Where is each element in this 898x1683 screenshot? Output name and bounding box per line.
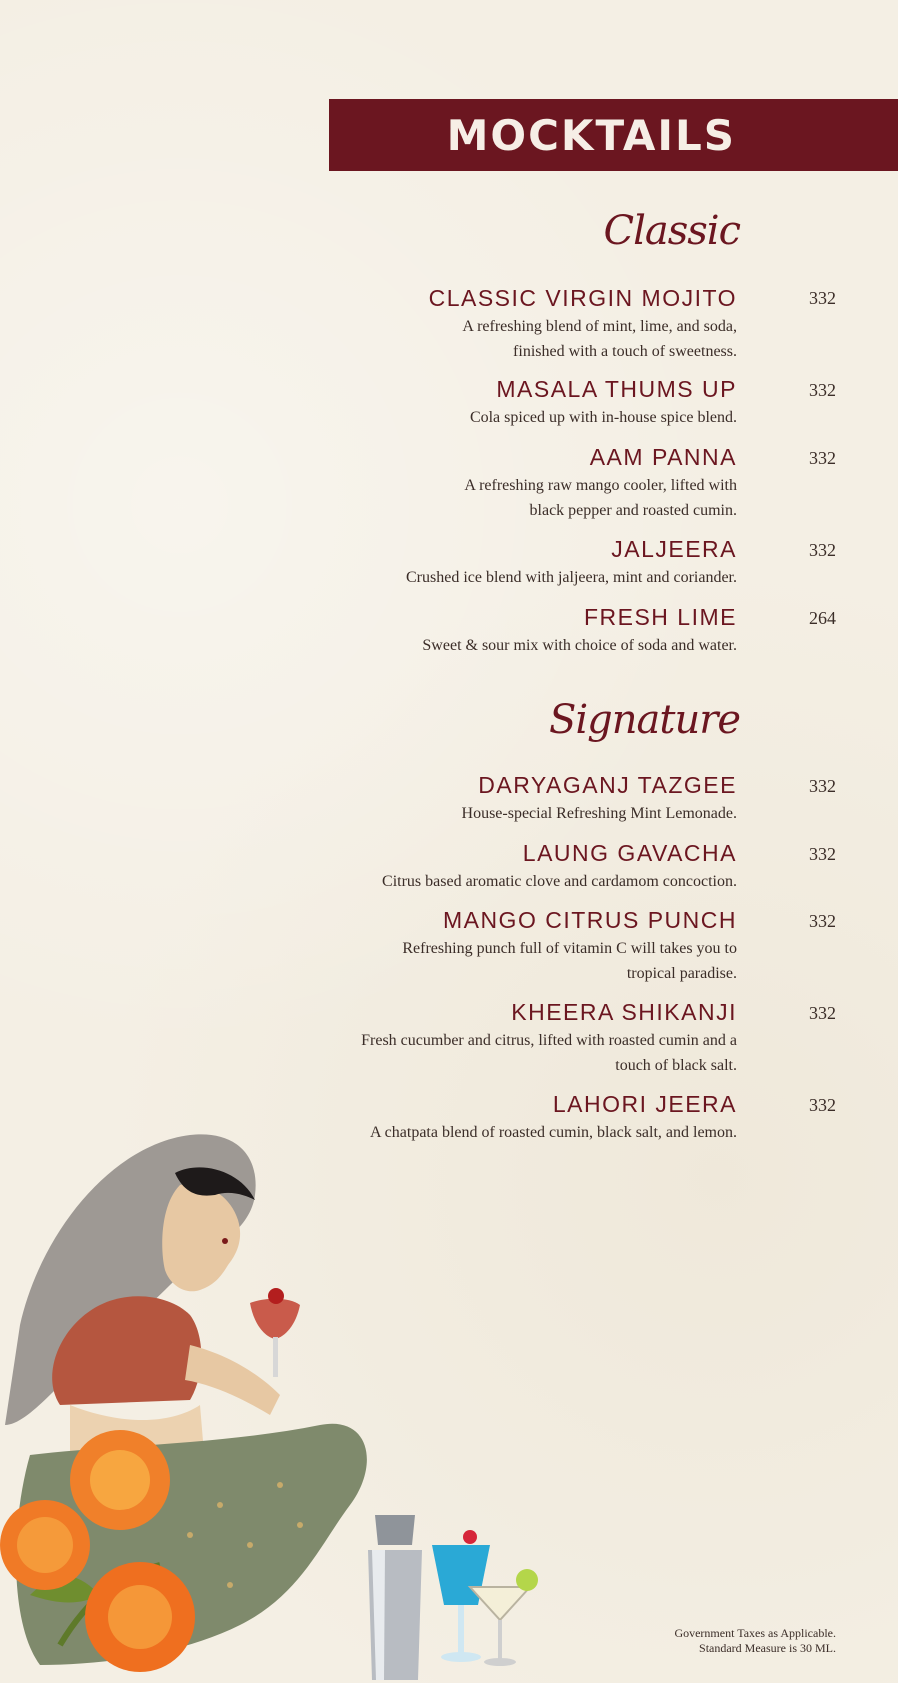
item-price: 332 bbox=[809, 448, 836, 468]
item-price: 332 bbox=[809, 380, 836, 400]
menu-item bbox=[300, 284, 737, 364]
menu-item bbox=[300, 906, 737, 986]
item-desc-line: Refreshing punch full of vitamin C will takes you to bbox=[402, 940, 737, 957]
menu-item bbox=[300, 998, 737, 1078]
item-price: 332 bbox=[809, 288, 836, 308]
menu-item bbox=[300, 771, 737, 826]
item-desc-line: House-special Refreshing Mint Lemonade. bbox=[461, 805, 737, 822]
footer-line: Government Taxes as Applicable. bbox=[674, 1626, 836, 1640]
header-banner bbox=[329, 99, 898, 171]
item-desc-line: finished with a touch of sweetness. bbox=[513, 343, 737, 360]
item-desc-line: Fresh cucumber and citrus, lifted with roasted cumin and a bbox=[361, 1032, 737, 1049]
item-price: 332 bbox=[809, 911, 836, 931]
section-title-classic: Classic bbox=[603, 208, 740, 254]
item-name: MANGO CITRUS PUNCH bbox=[442, 907, 737, 933]
menu-item bbox=[300, 535, 737, 590]
cocktail-shaker-icon bbox=[368, 1515, 422, 1680]
item-desc-line: black pepper and roasted cumin. bbox=[529, 502, 737, 519]
item-desc-line: Sweet & sour mix with choice of soda and water. bbox=[422, 637, 737, 654]
item-desc-line: touch of black salt. bbox=[615, 1057, 737, 1074]
section-title-signature: Signature bbox=[548, 697, 740, 743]
item-name: JALJEERA bbox=[611, 536, 737, 562]
item-name: KHEERA SHIKANJI bbox=[511, 999, 737, 1025]
item-price: 332 bbox=[809, 1003, 836, 1023]
footer-line: Standard Measure is 30 ML. bbox=[699, 1641, 836, 1655]
menu-item bbox=[300, 603, 737, 658]
item-name: CLASSIC VIRGIN MOJITO bbox=[428, 285, 737, 311]
item-name: MASALA THUMS UP bbox=[496, 376, 737, 402]
item-desc-line: A refreshing blend of mint, lime, and soda, bbox=[462, 318, 737, 335]
item-name: LAUNG GAVACHA bbox=[522, 840, 737, 866]
menu-item bbox=[300, 839, 737, 894]
menu-item bbox=[300, 375, 737, 430]
item-price: 264 bbox=[809, 608, 836, 628]
menu-illustration bbox=[0, 1125, 560, 1683]
item-price: 332 bbox=[809, 776, 836, 796]
item-price: 332 bbox=[809, 540, 836, 560]
item-name: FRESH LIME bbox=[583, 604, 737, 630]
item-desc-line: tropical paradise. bbox=[626, 965, 737, 982]
item-desc-line: A chatpata blend of roasted cumin, black salt, and lemon. bbox=[370, 1124, 737, 1141]
item-name: DARYAGANJ TAZGEE bbox=[478, 772, 737, 798]
item-desc-line: Cola spiced up with in-house spice blend. bbox=[469, 409, 737, 426]
item-price: 332 bbox=[809, 1095, 836, 1115]
item-desc-line: Citrus based aromatic clove and cardamom concoction. bbox=[382, 873, 737, 890]
item-desc-line: A refreshing raw mango cooler, lifted with bbox=[464, 477, 737, 494]
item-name: AAM PANNA bbox=[589, 444, 737, 470]
item-price: 332 bbox=[809, 844, 836, 864]
menu-item bbox=[300, 443, 737, 523]
page-title: MOCKTAILS bbox=[446, 110, 736, 160]
item-name: LAHORI JEERA bbox=[552, 1091, 737, 1117]
footer-note bbox=[674, 1626, 836, 1656]
item-desc-line: Crushed ice blend with jaljeera, mint and coriander. bbox=[406, 569, 737, 586]
